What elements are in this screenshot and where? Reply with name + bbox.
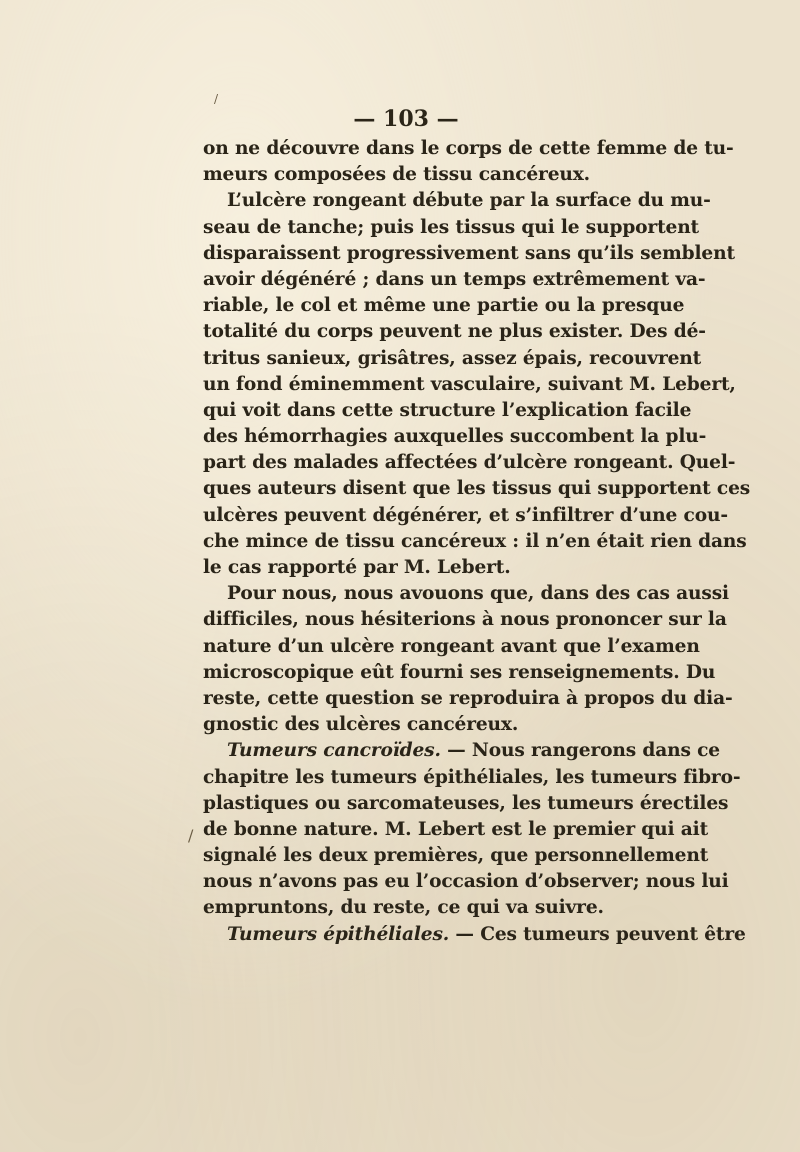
text-line: plastiques ou sarcomateuses, les tumeurs érectiles	[203, 792, 729, 814]
margin-tick-left: /	[188, 826, 194, 845]
margin-tick-top: /	[214, 92, 219, 106]
text-line: reste, cette question se reproduira à propos du dia-	[203, 687, 733, 709]
text-line: avoir dégénéré ; dans un temps extrêmement va-	[203, 268, 706, 290]
section-heading: Tumeurs épithéliales.	[227, 923, 450, 945]
text-line: disparaissent progressivement sans qu’ils semblent	[203, 242, 735, 264]
text-line: de bonne nature. M. Lebert est le premier qui ait	[203, 818, 709, 840]
text-line: meurs composées de tissu cancéreux.	[203, 164, 591, 186]
text-line: tritus sanieux, grisâtres, assez épais, recouvrent	[203, 347, 702, 369]
text-line: qui voit dans cette structure l’explication facile	[203, 399, 692, 421]
text-line: che mince de tissu cancéreux : il n’en était rien dans	[203, 530, 747, 552]
text-line: microscopique eût fourni ses renseignements. Du	[203, 661, 716, 683]
line-text: — Nous rangerons dans ce	[440, 740, 720, 762]
body-text	[203, 136, 751, 948]
text-line: ques auteurs disent que les tissus qui supportent ces	[203, 478, 751, 500]
text-line: riable, le col et même une partie ou la presque	[203, 295, 685, 317]
section-heading: Tumeurs cancroïdes.	[227, 740, 441, 762]
text-line: chapitre les tumeurs épithéliales, les tumeurs fibro-	[203, 766, 741, 788]
text-line: seau de tanche; puis les tissus qui le supportent	[203, 216, 699, 238]
text-line: signalé les deux premières, que personnellement	[203, 845, 709, 867]
text-line: totalité du corps peuvent ne plus exister. Des dé-	[203, 321, 706, 343]
text-line	[203, 922, 746, 948]
text-line: nature d’un ulcère rongeant avant que l’examen	[203, 635, 700, 657]
text-line: nous n’avons pas eu l’occasion d’observer; nous lui	[203, 871, 729, 893]
text-line: empruntons, du reste, ce qui va suivre.	[203, 897, 604, 919]
text-line: difficiles, nous hésiterions à nous prononcer sur la	[203, 609, 727, 631]
text-line: un fond éminemment vasculaire, suivant M. Lebert,	[203, 373, 736, 395]
page-number: — 103 —	[353, 106, 459, 132]
line-text: — Ces tumeurs peuvent être	[449, 923, 746, 945]
text-line: ulcères peuvent dégénérer, et s’infiltrer d’une cou-	[203, 504, 728, 526]
text-line	[203, 738, 720, 764]
text-line: part des malades affectées d’ulcère rongeant. Quel-	[203, 452, 736, 474]
text-line: le cas rapporté par M. Lebert.	[203, 557, 511, 578]
text-line: des hémorrhagies auxquelles succombent la plu-	[203, 426, 707, 448]
text-line: on ne découvre dans le corps de cette femme de tu-	[203, 138, 734, 159]
text-line: gnostic des ulcères cancéreux.	[203, 714, 519, 736]
text-line: L’ulcère rongeant débute par la surface du mu-	[227, 190, 711, 212]
text-line: Pour nous, nous avouons que, dans des cas aussi	[227, 583, 729, 605]
